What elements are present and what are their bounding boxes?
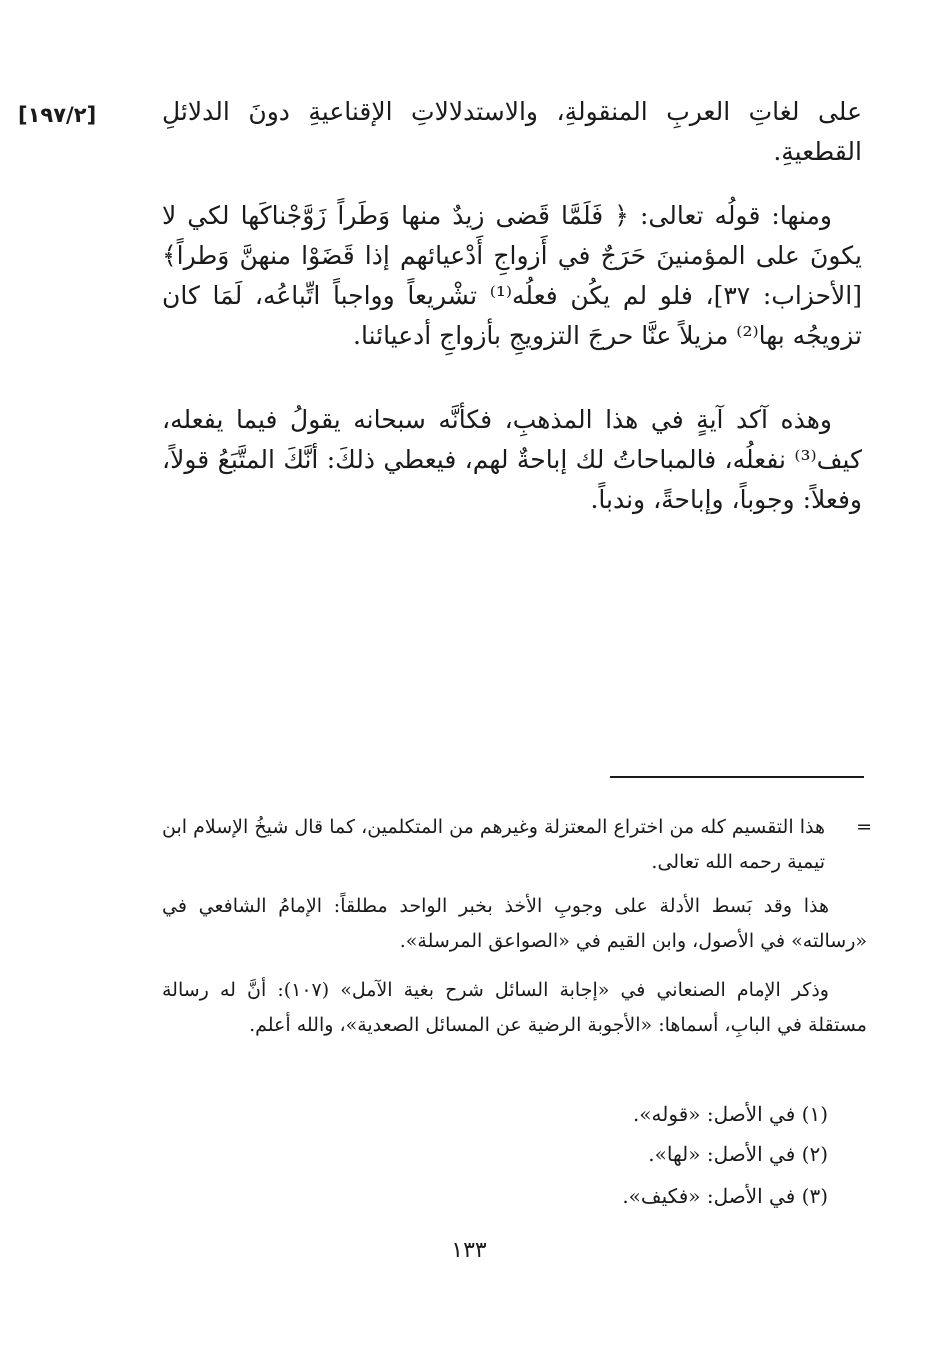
paragraph-text: وذكر الإمام الصنعاني في «إجابة السائل شرح بغية الآمل» (١٠٧): أنَّ له رسالة مستقلة في البابِ، أسماها: «الأجوبة الرضية عن المسائل الصعدية»، والله أعلم.	[162, 979, 867, 1036]
footnote-separator-line	[610, 776, 864, 778]
footnote-paragraph-3	[162, 973, 867, 1043]
volume-page-reference: [١٩٧/٢]	[18, 103, 97, 127]
paragraph-text: على لغاتِ العربِ المنقولةِ، والاستدلالاتِ الإقناعيةِ دونَ الدلائلِ القطعيةِ.	[162, 97, 862, 166]
footnote-2: (٢) في الأصل: «لها».	[648, 1142, 828, 1166]
main-text-paragraph-2	[162, 196, 862, 356]
footnote-1: (١) في الأصل: «قوله».	[632, 1102, 828, 1126]
footnote-continuation-text: هذا التقسيم كله من اختراع المعتزلة وغيرهم من المتكلمين، كما قال شيخُ الإسلام ابن تيمية رحمه الله تعالى.	[162, 816, 825, 873]
paragraph-text: هذا وقد بَسط الأدلة على وجوبِ الأخذ بخبر الواحد مطلقاً: الإمامُ الشافعي في «رسالته» في الأصول، وابن القيم في «الصواعق المرسلة».	[162, 895, 867, 952]
footnote-continuation	[162, 810, 872, 880]
footnote-3: (٣) في الأصل: «فكيف».	[622, 1184, 828, 1208]
main-text-paragraph-3	[162, 400, 862, 520]
continuation-mark: =	[856, 816, 872, 838]
footnote-paragraph-2	[162, 889, 867, 959]
paragraph-text: وهذه آكد آيةٍ في هذا المذهبِ، فكأنَّه سبحانه يقولُ فيما يفعله، كيف⁽³⁾ نفعلُه، فالمباحاتُ لك إباحةٌ لهم، فيعطي ذلكَ: أنَّكَ المتَّبَعُ قولاً، وفعلاً: وجوباً، وإباحةً، وندباً.	[162, 405, 862, 514]
main-text-paragraph-1	[162, 92, 862, 172]
paragraph-text: ومنها: قولُه تعالى: ﴿ فَلَمَّا قَضى زيدٌ منها وَطَراً زَوَّجْناكَها لكي لا يكونَ على المؤمنينَ حَرَجٌ في أَزواجِ أَدْعيائهم إذا قَضَوْا منهنَّ وَطراً﴾ [الأحزاب: ٣٧]، فلو لم يكُن فعلُه⁽¹⁾ تشْريعاً وواجباً اتِّباعُه، لَمَا كان تزويجُه بها⁽²⁾ مزيلاً عنَّا حرجَ التزويجِ بأزواجِ أدعيائنا.	[162, 201, 863, 350]
page-number: ١٣٣	[451, 1238, 487, 1263]
